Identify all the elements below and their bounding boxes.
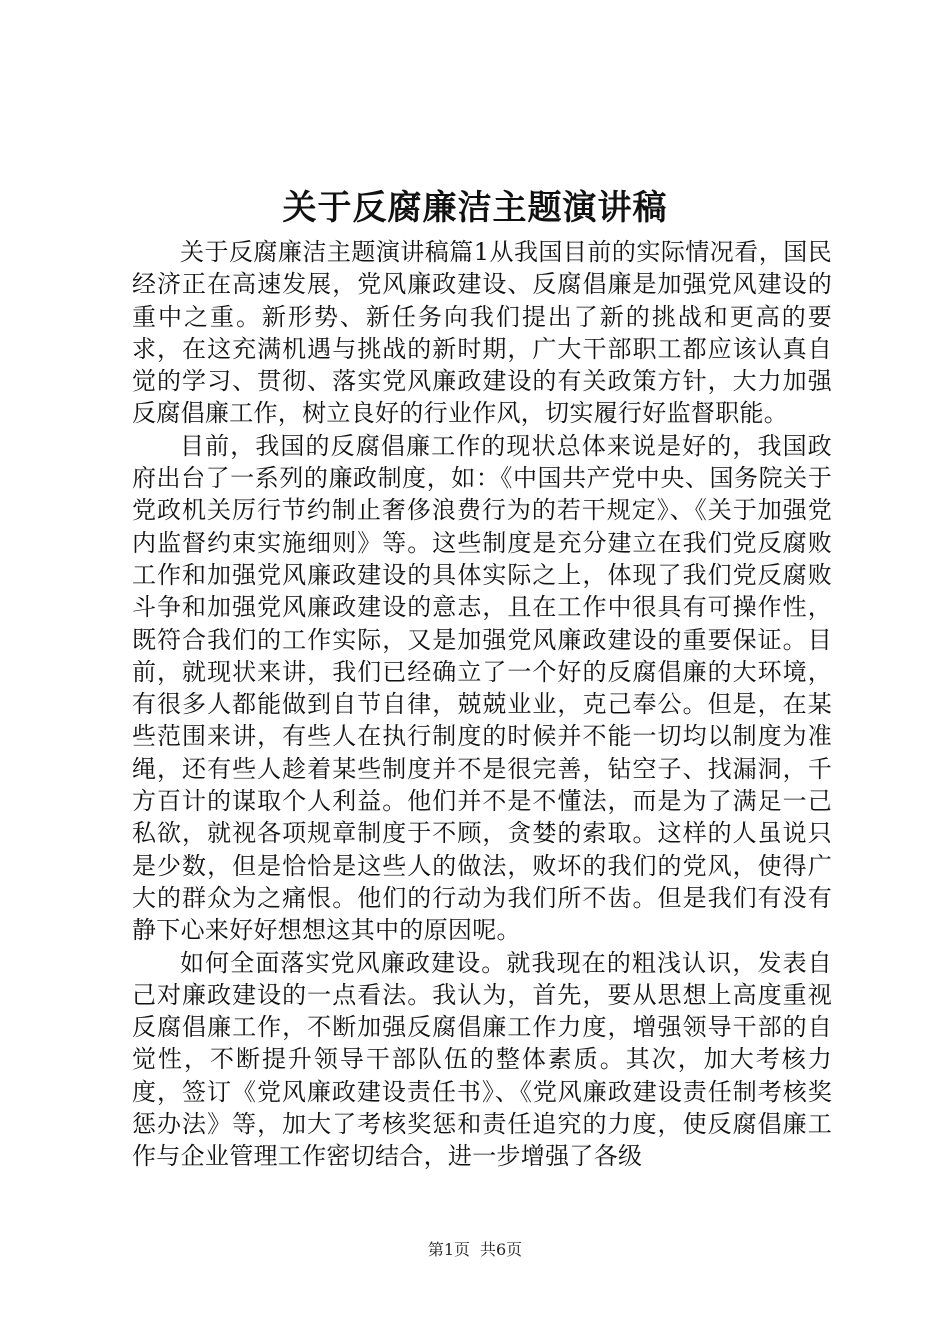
- page-total: 共6页: [480, 1240, 523, 1259]
- page-footer: [0, 1240, 950, 1260]
- document-body: [132, 236, 832, 1173]
- paragraph-1: 关于反腐廉洁主题演讲稿篇1从我国目前的实际情况看，国民经济正在高速发展，党风廉政建设、反腐倡廉是加强党风建设的重中之重。新形势、新任务向我们提出了新的挑战和更高的要求，在这充满机遇与挑战的新时期，广大干部职工都应该认真自觉的学习、贯彻、落实党风廉政建设的有关政策方针，大力加强反腐倡廉工作，树立良好的行业作风，切实履行好监督职能。: [132, 238, 832, 428]
- page-number: 第1页: [427, 1240, 470, 1259]
- document-title: 关于反腐廉洁主题演讲稿: [282, 188, 668, 228]
- paragraph-2: 目前，我国的反腐倡廉工作的现状总体来说是好的，我国政府出台了一系列的廉政制度，如：《中国共产党中央、国务院关于党政机关厉行节约制止奢侈浪费行为的若干规定》、《关于加强党内监督约束实施细则》等。这些制度是充分建立在我们党反腐败工作和加强党风廉政建设的具体实际之上，体现了我们党反腐败斗争和加强党风廉政建设的意志，且在工作中很具有可操作性，既符合我们的工作实际，又是加强党风廉政建设的重要保证。目前，就现状来讲，我们已经确立了一个好的反腐倡廉的大环境，有很多人都能做到自节自律，兢兢业业，克己奉公。但是，在某些范围来讲，有些人在执行制度的时候并不能一切均以制度为准绳，还有些人趁着某些制度并不是很完善，钻空子、找漏洞，千方百计的谋取个人利益。他们并不是不懂法，而是为了满足一己私欲，就视各项规章制度于不顾，贪婪的索取。这样的人虽说只是少数，但是恰恰是这些人的做法，败坏的我们的党风，使得广大的群众为之痛恨。他们的行动为我们所不齿。但是我们有没有静下心来好好想想这其中的原因呢。: [132, 431, 832, 945]
- paragraph-3: 如何全面落实党风廉政建设。就我现在的粗浅认识，发表自己对廉政建设的一点看法。我认为，首先，要从思想上高度重视反腐倡廉工作，不断加强反腐倡廉工作力度，增强领导干部的自觉性，不断提升领导干部队伍的整体素质。其次，加大考核力度，签订《党风廉政建设责任书》、《党风廉政建设责任制考核奖惩办法》等，加大了考核奖惩和责任追究的力度，使反腐倡廉工作与企业管理工作密切结合，进一步增强了各级: [132, 948, 832, 1171]
